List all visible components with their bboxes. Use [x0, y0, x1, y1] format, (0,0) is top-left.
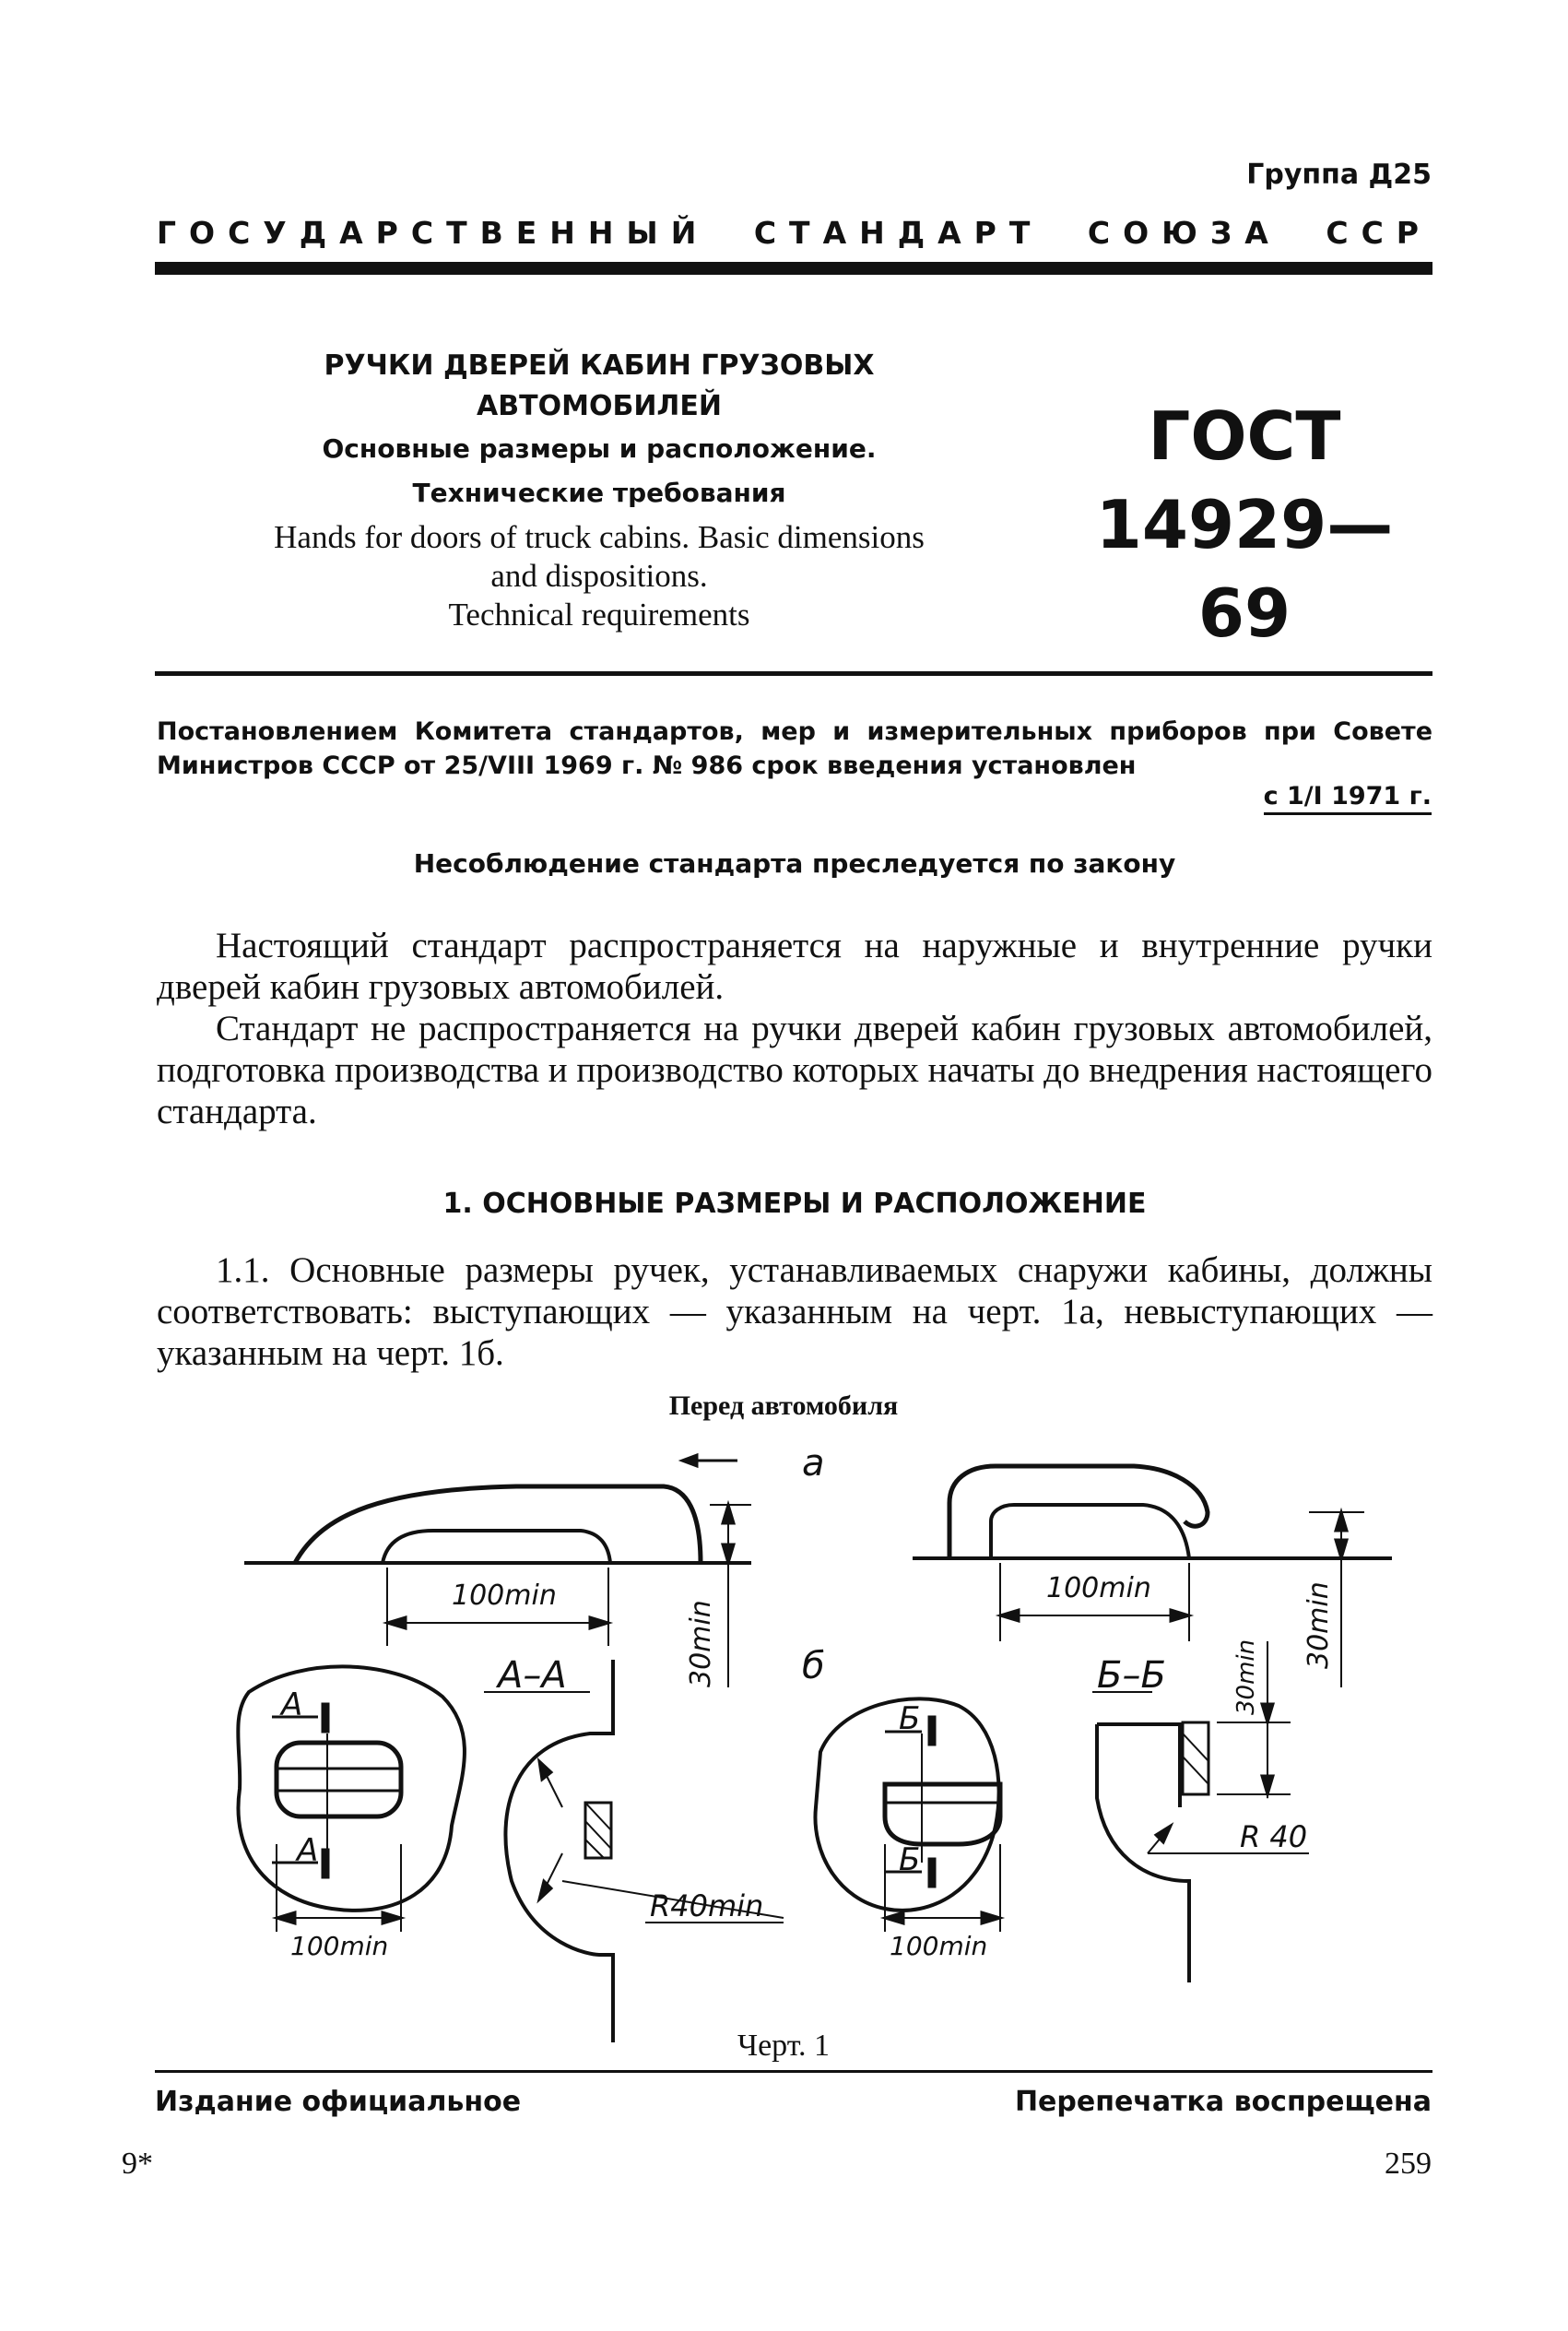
title-en-2: and dispositions. [490, 558, 708, 594]
page-number: 259 [1385, 2147, 1432, 2181]
gost-label: ГОСТ [1148, 397, 1341, 475]
r40-label: R 40 [1240, 1819, 1308, 1854]
a-right-handle-inner [991, 1505, 1189, 1558]
section-title: 1. ОСНОВНЫЕ РАЗМЕРЫ И РАСПОЛОЖЕНИЕ [442, 1188, 1147, 1220]
state-word-3: СОЮЗА [1087, 215, 1281, 251]
mark-b-top: Б [899, 1700, 921, 1737]
b-right-dim-100-text: 100min [890, 1931, 988, 1961]
section-aa-label: А–А [498, 1654, 567, 1697]
paragraph-2-text: Стандарт не распространяется на ручки дверей кабин грузовых автомобилей, подготовка производства и производство которых начаты до внедрения настоящего стандарта. [157, 1009, 1432, 1131]
label-b: б [802, 1645, 825, 1687]
a-left-handle-outer [295, 1486, 701, 1563]
b-right-dim-30-text: 30min [1232, 1639, 1260, 1715]
decree-text: Постановлением Комитета стандартов, мер и измерительных приборов при Совете Министров СССР от 25/VIII 1969 г. № 986 срок введения установлен [157, 717, 1432, 780]
section-bb-label: Б–Б [1097, 1654, 1166, 1697]
mark-a-top: А [281, 1686, 303, 1723]
effective-date: с 1/I 1971 г. [1264, 782, 1432, 815]
a-right-handle-outer [949, 1466, 1208, 1558]
a-right-dim-100-text: 100min [1046, 1572, 1151, 1604]
title-en-3: Technical requirements [448, 597, 750, 633]
paragraph-1-text: Настоящий стандарт распространяется на наружные и внутренние ручки дверей кабин грузовых автомобилей. [157, 926, 1432, 1007]
mark-a-bottom: А [297, 1832, 319, 1869]
title-en-1: Hands for doors of truck cabins. Basic dimensions [274, 519, 925, 555]
subtitle-ru-2: Технические требования [412, 478, 786, 508]
footer-reprint-prohibited: Перепечатка воспрещена [1014, 2086, 1432, 2118]
section-aa-handle [585, 1803, 611, 1858]
b-right-handle [885, 1784, 1000, 1844]
state-word-4: ССР [1326, 215, 1432, 251]
a-left-handle-inner [383, 1531, 610, 1563]
b-left-circle [238, 1666, 465, 1910]
mark-b-bottom: Б [899, 1841, 921, 1878]
front-arrow-head [682, 1455, 697, 1466]
signature-mark: 9* [122, 2147, 153, 2181]
state-word-2: СТАНДАРТ [753, 215, 1043, 251]
subtitle-ru-1: Основные размеры и расположение. [322, 433, 877, 464]
group-label: Группа Д25 [1246, 159, 1432, 191]
label-a: а [802, 1442, 825, 1485]
violation-notice: Несоблюдение стандарта преследуется по закону [413, 848, 1176, 879]
paragraph-3-text: 1.1. Основные размеры ручек, устанавливаемых снаружи кабины, должны соответствовать: выступающих — указанным на черт. 1а, невыступающих — указанным на черт. 1б. [157, 1250, 1432, 1373]
figure-top-caption: Перед автомобиля [668, 1390, 899, 1421]
state-word-1: ГОСУДАРСТВЕННЫЙ [157, 215, 710, 251]
b-left-handle [277, 1743, 401, 1816]
figure-caption: Черт. 1 [737, 2029, 831, 2063]
a-right-dim-30-text: 30min [1303, 1581, 1335, 1669]
section-bb-handle [1183, 1722, 1208, 1794]
title-ru: РУЧКИ ДВЕРЕЙ КАБИН ГРУЗОВЫХ АВТОМОБИЛЕЙ [324, 349, 875, 422]
footer-official-edition: Издание официальное [155, 2086, 522, 2118]
gost-number: 14929—69 [1095, 486, 1394, 652]
footer-rule [155, 2070, 1432, 2073]
r40min-label: R40min [650, 1888, 764, 1923]
a-left-dim-30-text: 30min [685, 1600, 717, 1687]
a-left-dim-100-text: 100min [452, 1580, 557, 1612]
b-left-dim-100-text: 100min [290, 1931, 389, 1961]
